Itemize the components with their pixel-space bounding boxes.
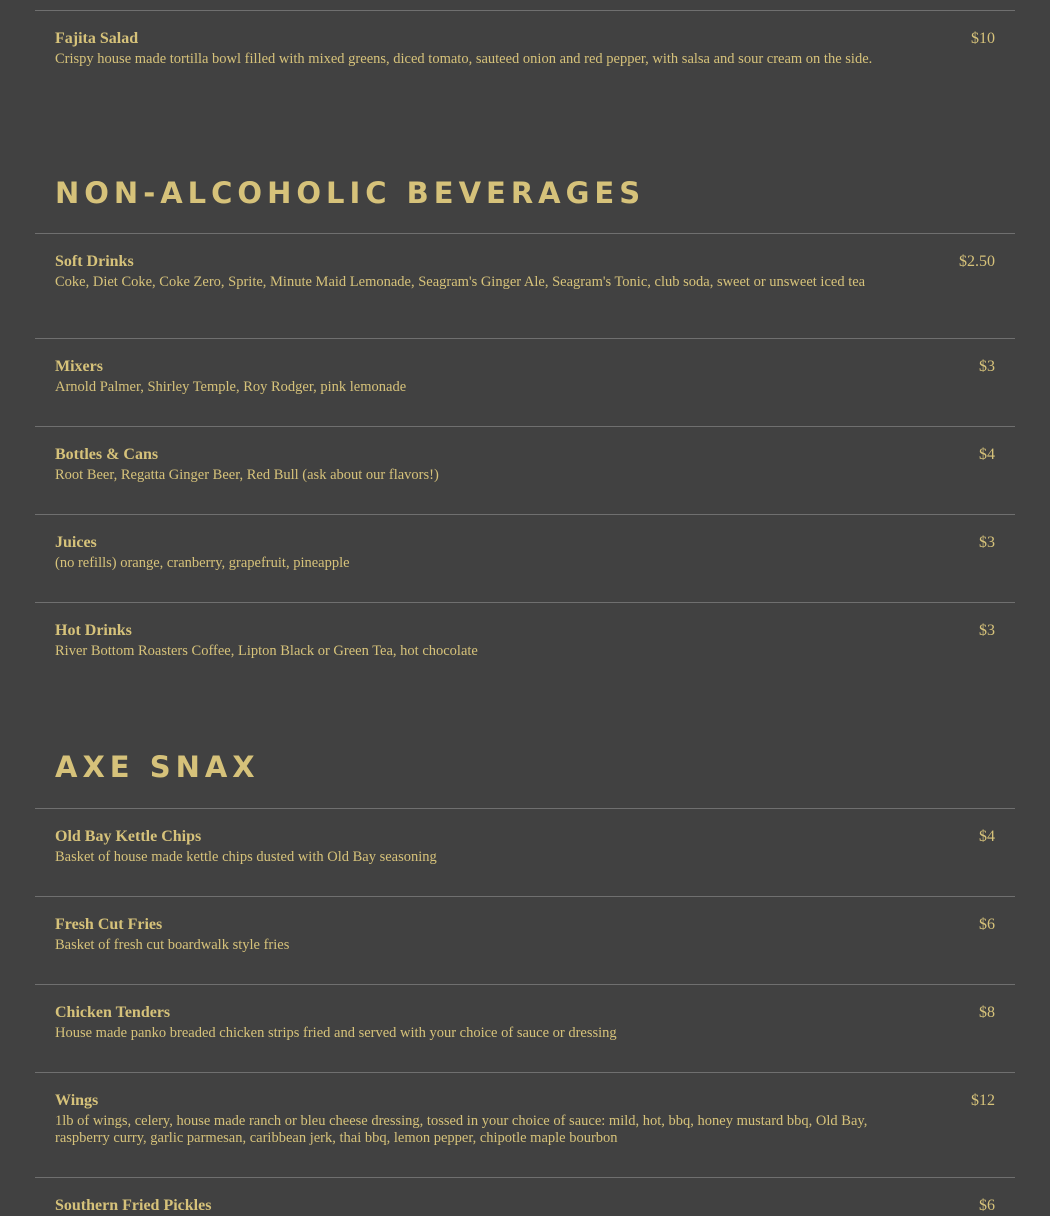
item-description: Arnold Palmer, Shirley Temple, Roy Rodger, pink lemonade xyxy=(55,379,407,395)
menu-item-chicken-tenders xyxy=(35,984,1015,1072)
item-description: Root Beer, Regatta Ginger Beer, Red Bull (ask about our flavors!) xyxy=(55,467,439,483)
item-price: $2.50 xyxy=(959,253,995,270)
item-description: (no refills) orange, cranberry, grapefruit, pineapple xyxy=(55,555,350,571)
section-title-non-alcoholic-beverages: NON-ALCOHOLIC BEVERAGES xyxy=(55,176,646,210)
item-price: $3 xyxy=(979,358,995,375)
item-description: Crispy house made tortilla bowl filled with mixed greens, diced tomato, sauteed onion and red pepper, with salsa and sour cream on the side. xyxy=(55,51,873,67)
item-name: Wings xyxy=(55,1092,99,1109)
menu-item-mixers xyxy=(35,338,1015,426)
item-price: $4 xyxy=(979,446,995,463)
item-price: $8 xyxy=(979,1004,995,1021)
item-name: Bottles & Cans xyxy=(55,446,159,463)
item-name: Hot Drinks xyxy=(55,622,132,639)
menu-item-fajita-salad xyxy=(35,10,1015,120)
menu-item-bottles-cans xyxy=(35,426,1015,514)
menu-item-wings xyxy=(35,1072,1015,1177)
item-name: Southern Fried Pickles xyxy=(55,1197,212,1214)
menu-item-juices xyxy=(35,514,1015,602)
item-name: Chicken Tenders xyxy=(55,1004,171,1021)
item-name: Fajita Salad xyxy=(55,30,139,47)
item-description: Coke, Diet Coke, Coke Zero, Sprite, Minute Maid Lemonade, Seagram's Ginger Ale, Seagram's Tonic, club soda, sweet or unsweet iced tea xyxy=(55,274,866,290)
item-description: House made panko breaded chicken strips fried and served with your choice of sauce or dressing xyxy=(55,1025,617,1041)
item-description: Basket of fresh cut boardwalk style fries xyxy=(55,937,290,953)
item-price: $12 xyxy=(971,1092,995,1109)
item-name: Old Bay Kettle Chips xyxy=(55,828,202,845)
item-price: $6 xyxy=(979,1197,995,1214)
menu-item-southern-fried-pickles xyxy=(35,1177,1015,1214)
menu-item-hot-drinks xyxy=(35,602,1015,702)
menu-item-old-bay-kettle-chips xyxy=(35,808,1015,896)
item-description: Basket of house made kettle chips dusted with Old Bay seasoning xyxy=(55,849,437,865)
item-description: River Bottom Roasters Coffee, Lipton Black or Green Tea, hot chocolate xyxy=(55,643,478,659)
item-name: Soft Drinks xyxy=(55,253,134,270)
item-name: Fresh Cut Fries xyxy=(55,916,163,933)
item-price: $4 xyxy=(979,828,995,845)
item-name: Mixers xyxy=(55,358,103,375)
item-description: 1lb of wings, celery, house made ranch or bleu cheese dressing, tossed in your choice of sauce: mild, hot, bbq, honey mustard bbq, Old Bay, raspberry curry, garlic parmesan, caribbean jerk, thai bbq, lemon pepper, chipotle maple bourbon xyxy=(55,1113,868,1146)
menu-item-fresh-cut-fries xyxy=(35,896,1015,984)
item-price: $10 xyxy=(971,30,995,47)
item-price: $3 xyxy=(979,622,995,639)
item-price: $6 xyxy=(979,916,995,933)
menu-item-soft-drinks xyxy=(35,233,1015,338)
item-price: $3 xyxy=(979,534,995,551)
section-title-axe-snax: AXE SNAX xyxy=(55,750,260,784)
item-name: Juices xyxy=(55,534,97,551)
